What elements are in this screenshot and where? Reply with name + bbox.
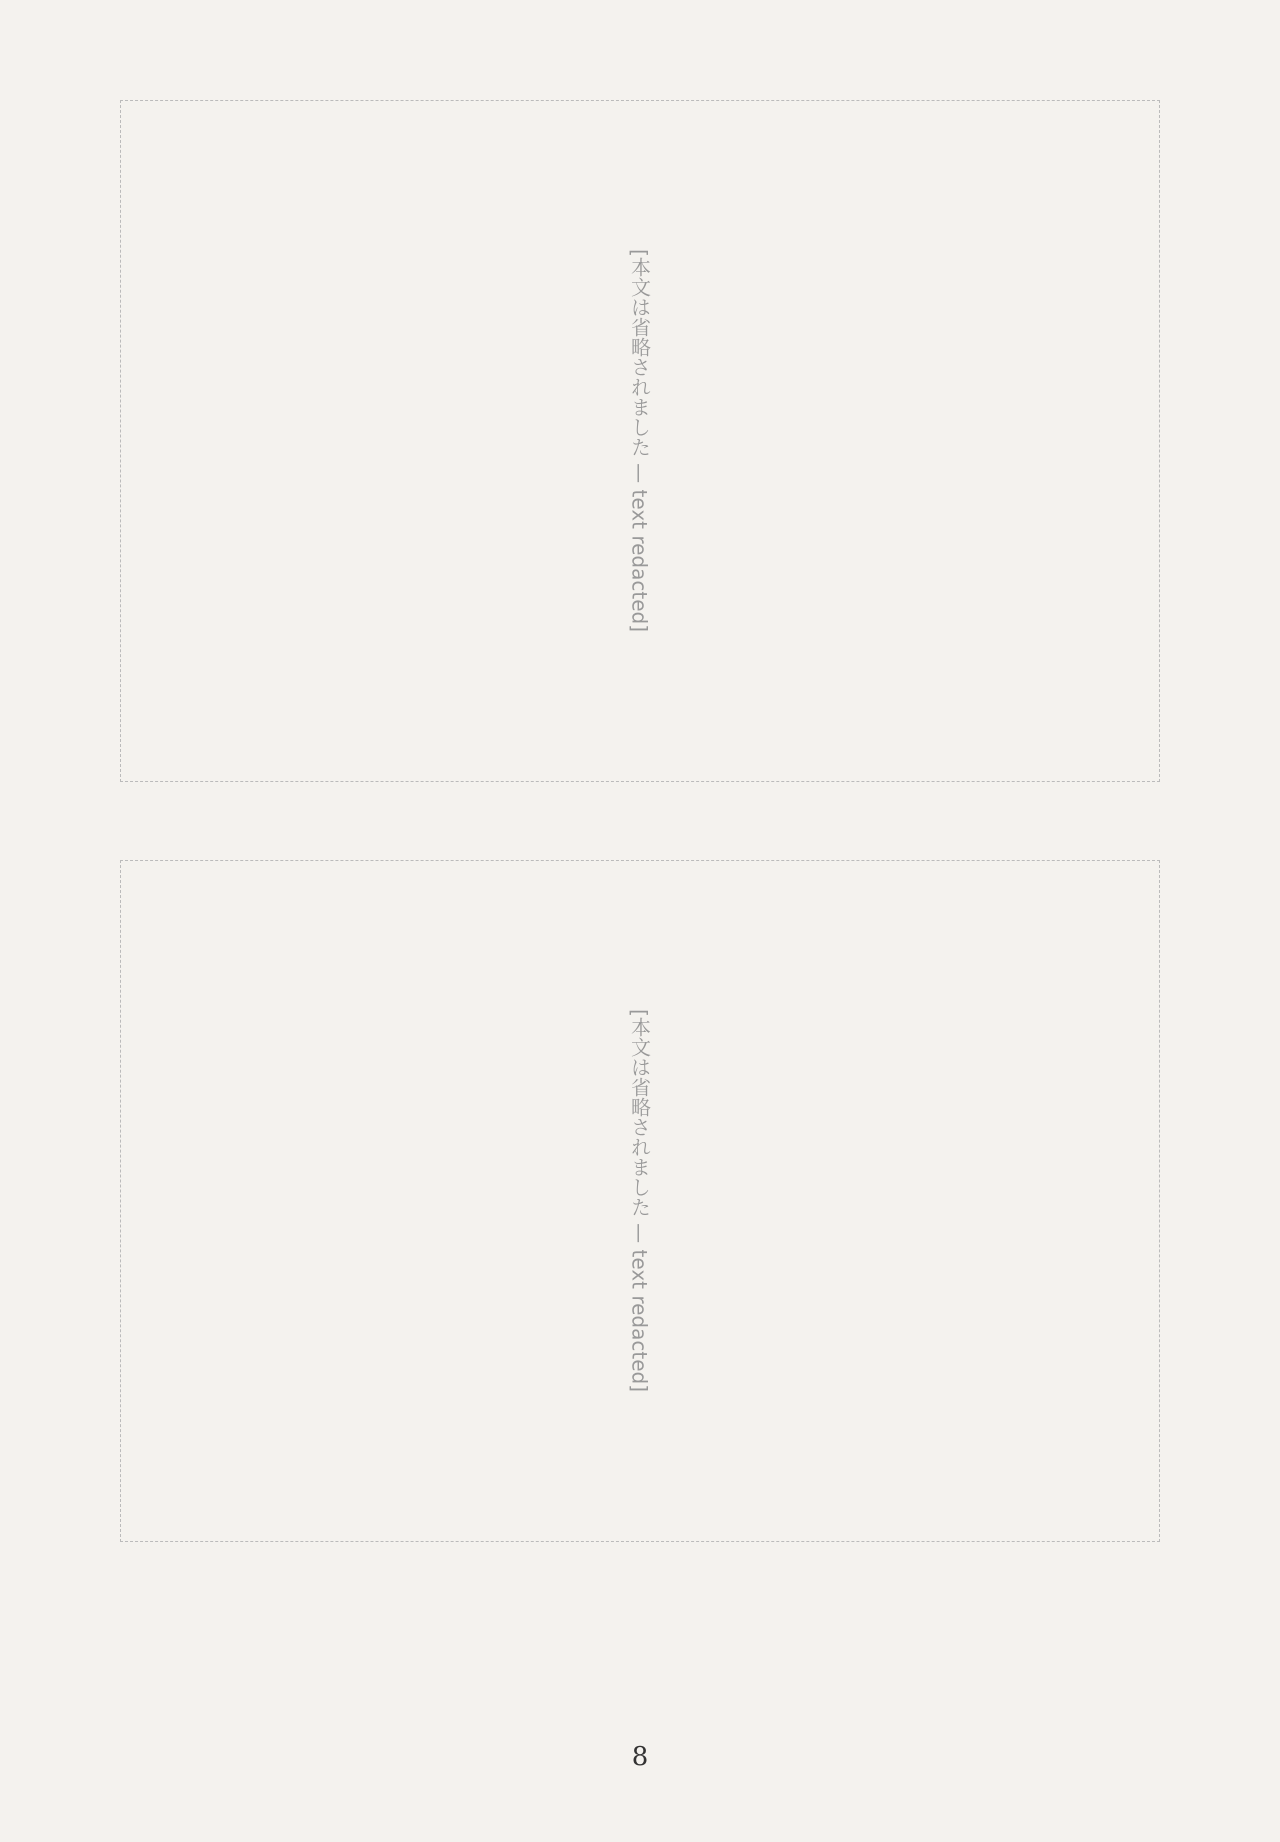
text-column-block-lower: [本文は省略されました — text redacted] bbox=[120, 860, 1160, 1542]
page-number: 8 bbox=[631, 1742, 649, 1772]
text-column-block-upper: [本文は省略されました — text redacted] bbox=[120, 100, 1160, 782]
